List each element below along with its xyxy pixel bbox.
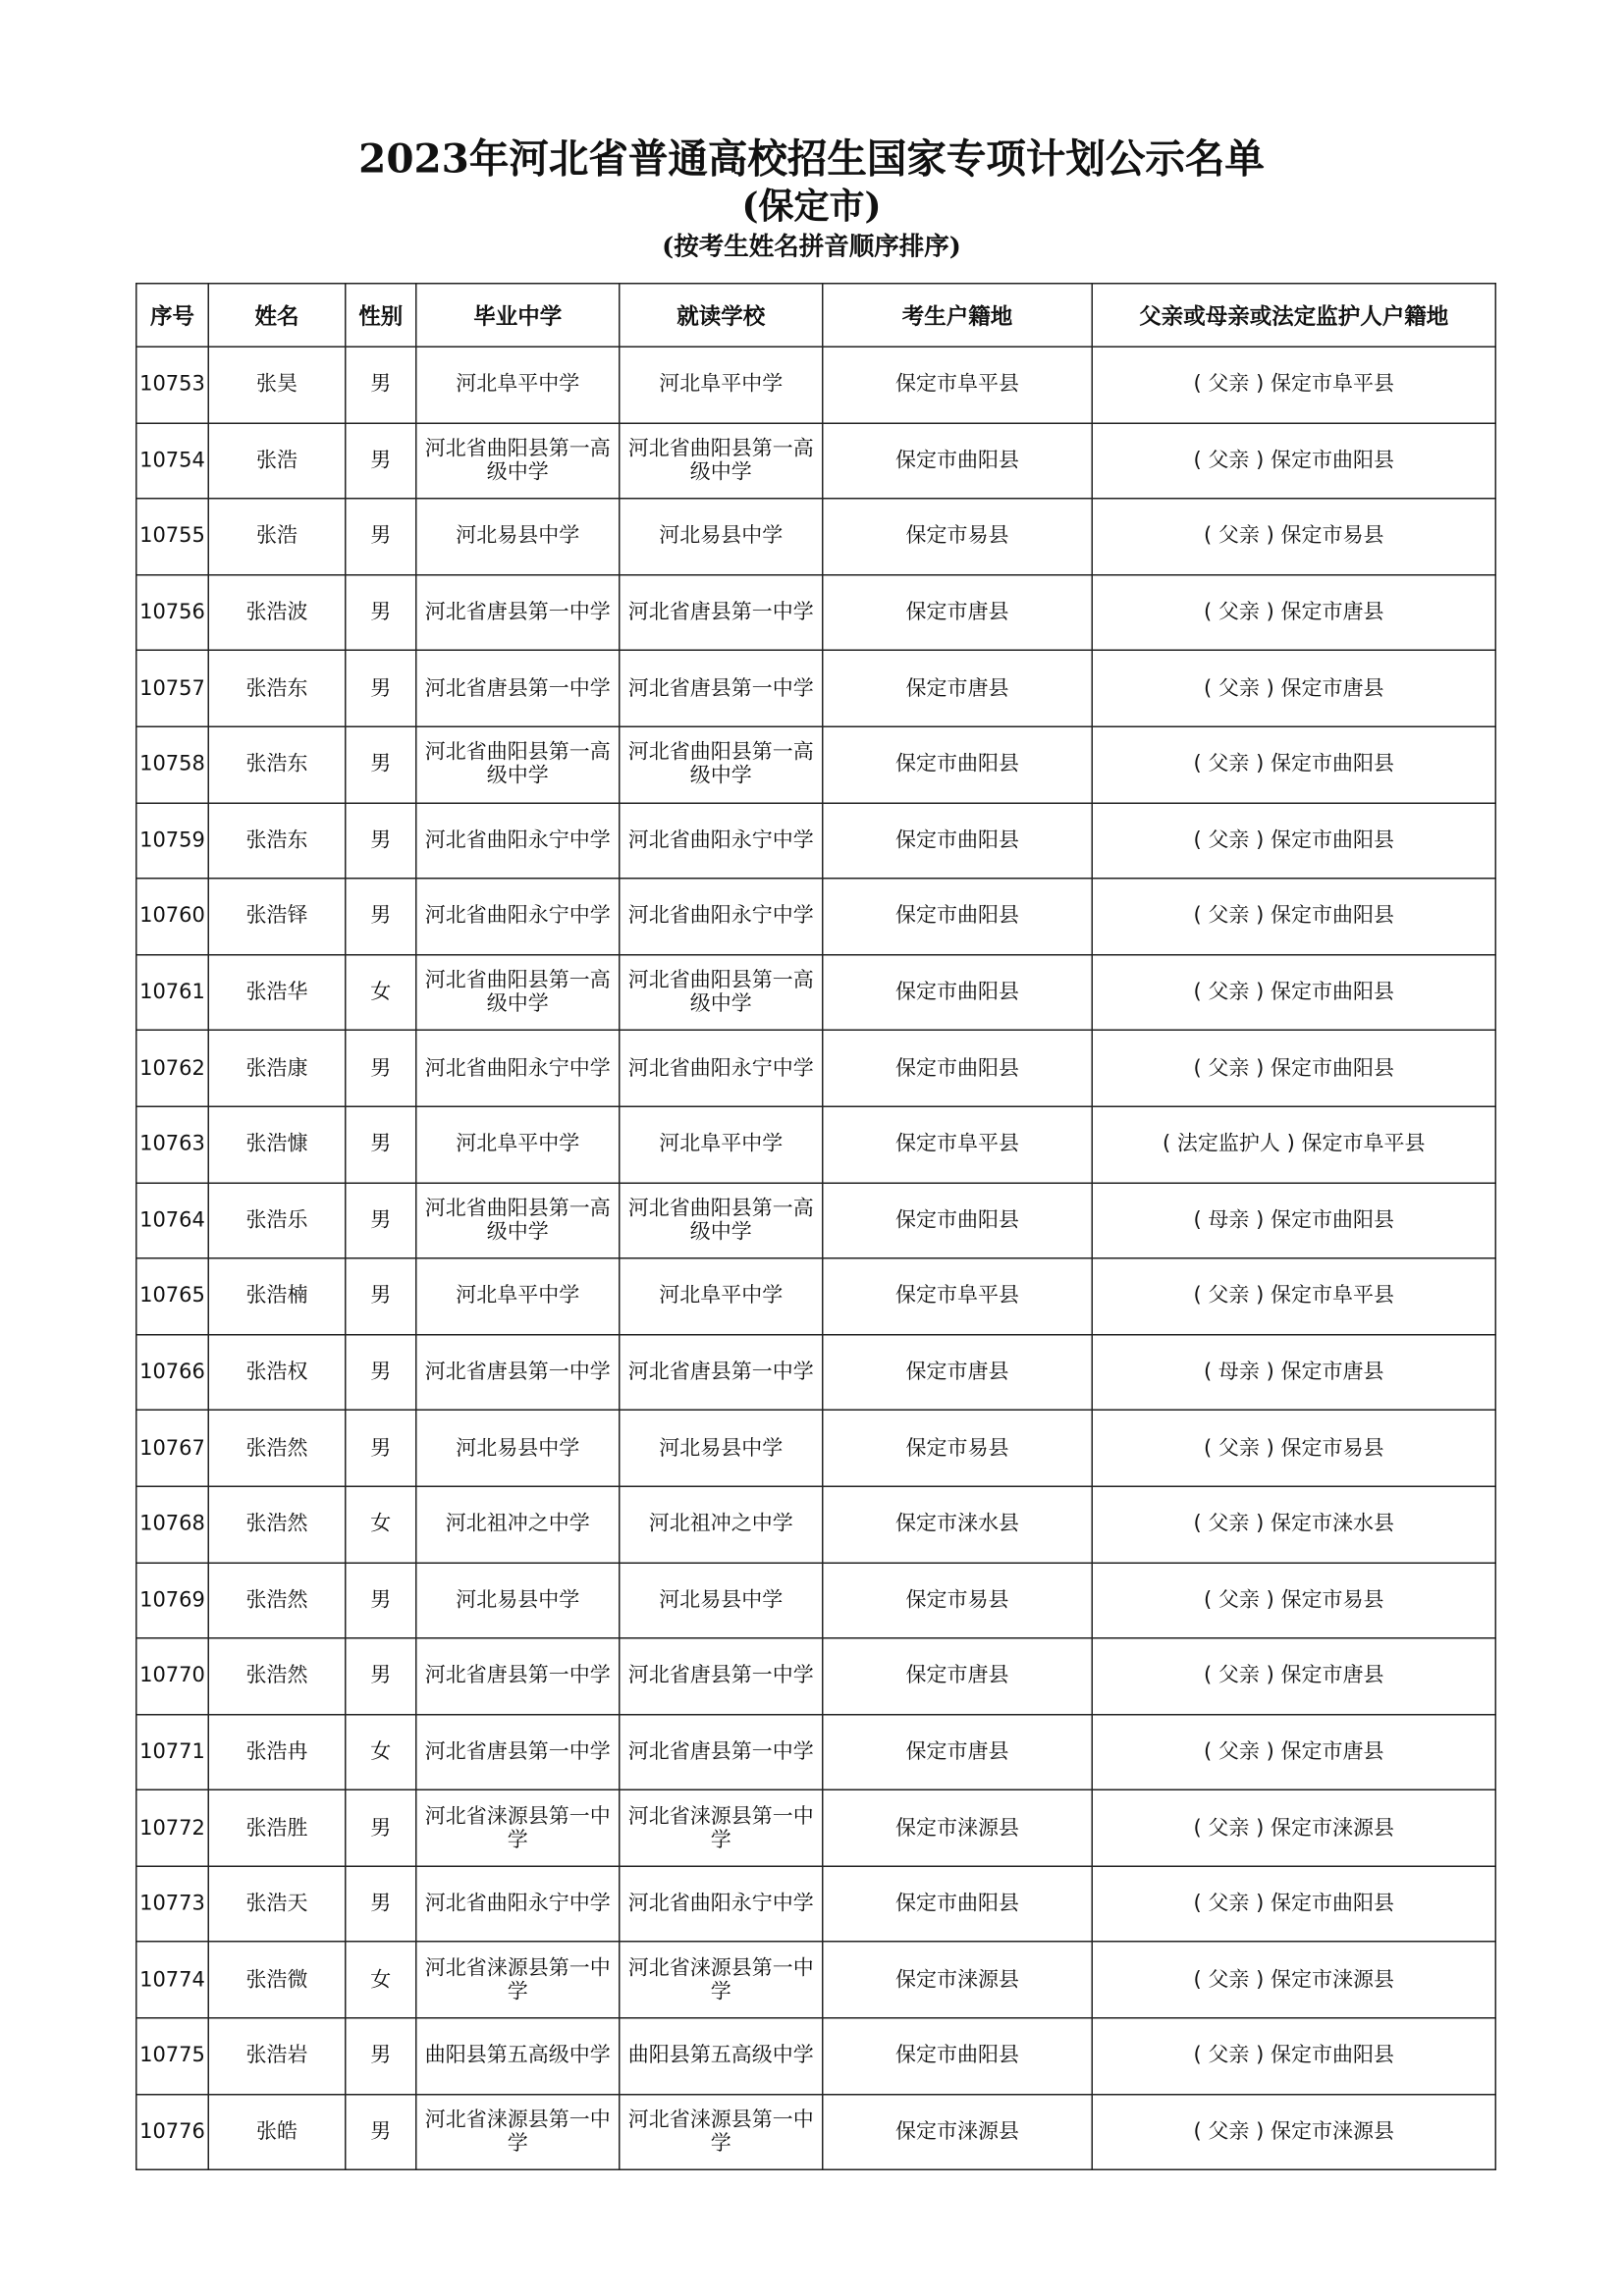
- serial-number-cell: 10754: [136, 423, 209, 499]
- current-school-cell: 河北省曲阳永宁中学: [620, 1866, 823, 1942]
- serial-number-cell: 10759: [136, 803, 209, 879]
- current-school-cell: 河北省唐县第一中学: [620, 1638, 823, 1714]
- examinee-residence-cell: 保定市唐县: [823, 1334, 1093, 1410]
- table-row: [136, 1714, 1496, 1789]
- table-row: [136, 651, 1496, 726]
- gender-cell: 女: [346, 1486, 416, 1562]
- guardian-residence-cell: ( 父亲 ) 保定市曲阳县: [1092, 879, 1495, 954]
- gender-cell: 男: [346, 2094, 416, 2169]
- examinee-residence-cell: 保定市易县: [823, 1563, 1093, 1638]
- name-cell: 张浩慷: [208, 1106, 346, 1182]
- guardian-residence-cell: ( 父亲 ) 保定市阜平县: [1092, 1258, 1495, 1334]
- guardian-residence-cell: ( 父亲 ) 保定市唐县: [1092, 1714, 1495, 1789]
- table-row: [136, 879, 1496, 954]
- serial-number-cell: 10761: [136, 954, 209, 1030]
- gender-cell: 男: [346, 1866, 416, 1942]
- header-guardian-residence: 父亲或母亲或法定监护人户籍地: [1092, 284, 1495, 347]
- serial-number-cell: 10765: [136, 1258, 209, 1334]
- table-row: [136, 1486, 1496, 1562]
- current-school-cell: 河北省唐县第一中学: [620, 1334, 823, 1410]
- table-row: [136, 1258, 1496, 1334]
- name-cell: 张皓: [208, 2094, 346, 2169]
- examinee-residence-cell: 保定市阜平县: [823, 1106, 1093, 1182]
- graduating-school-cell: 河北阜平中学: [416, 1106, 620, 1182]
- name-cell: 张浩权: [208, 1334, 346, 1410]
- current-school-cell: 河北易县中学: [620, 1411, 823, 1486]
- serial-number-cell: 10767: [136, 1411, 209, 1486]
- name-cell: 张浩: [208, 499, 346, 574]
- gender-cell: 男: [346, 1183, 416, 1258]
- header-current-school: 就读学校: [620, 284, 823, 347]
- document-subtitle: (保定市): [741, 184, 882, 227]
- graduating-school-cell: 河北省唐县第一中学: [416, 1714, 620, 1789]
- graduating-school-cell: 河北阜平中学: [416, 347, 620, 422]
- name-cell: 张浩东: [208, 803, 346, 879]
- gender-cell: 男: [346, 1638, 416, 1714]
- name-cell: 张浩然: [208, 1411, 346, 1486]
- examinee-residence-cell: 保定市曲阳县: [823, 726, 1093, 802]
- name-cell: 张浩铎: [208, 879, 346, 954]
- current-school-cell: 河北省曲阳县第一高级中学: [620, 423, 823, 499]
- current-school-cell: 河北阜平中学: [620, 347, 823, 422]
- graduating-school-cell: 河北省涞源县第一中学: [416, 1942, 620, 2017]
- serial-number-cell: 10756: [136, 574, 209, 650]
- current-school-cell: 河北省曲阳永宁中学: [620, 1031, 823, 1106]
- table-row: [136, 726, 1496, 802]
- name-cell: 张浩冉: [208, 1714, 346, 1789]
- graduating-school-cell: 河北省曲阳永宁中学: [416, 1866, 620, 1942]
- gender-cell: 男: [346, 879, 416, 954]
- gender-cell: 男: [346, 574, 416, 650]
- guardian-residence-cell: ( 父亲 ) 保定市曲阳县: [1092, 2018, 1495, 2094]
- table-row: [136, 1183, 1496, 1258]
- name-cell: 张浩康: [208, 1031, 346, 1106]
- serial-number-cell: 10774: [136, 1942, 209, 2017]
- table-row: [136, 499, 1496, 574]
- current-school-cell: 河北易县中学: [620, 499, 823, 574]
- guardian-residence-cell: ( 父亲 ) 保定市涞源县: [1092, 1942, 1495, 2017]
- table-row: [136, 1790, 1496, 1866]
- examinee-residence-cell: 保定市曲阳县: [823, 1183, 1093, 1258]
- guardian-residence-cell: ( 父亲 ) 保定市曲阳县: [1092, 954, 1495, 1030]
- table-row: [136, 1638, 1496, 1714]
- current-school-cell: 河北省涞源县第一中学: [620, 1942, 823, 2017]
- gender-cell: 女: [346, 1942, 416, 2017]
- name-cell: 张浩然: [208, 1638, 346, 1714]
- guardian-residence-cell: ( 法定监护人 ) 保定市阜平县: [1092, 1106, 1495, 1182]
- name-cell: 张浩然: [208, 1563, 346, 1638]
- current-school-cell: 河北省曲阳永宁中学: [620, 803, 823, 879]
- serial-number-cell: 10758: [136, 726, 209, 802]
- guardian-residence-cell: ( 父亲 ) 保定市曲阳县: [1092, 1031, 1495, 1106]
- graduating-school-cell: 河北易县中学: [416, 1411, 620, 1486]
- examinee-residence-cell: 保定市涞源县: [823, 2094, 1093, 2169]
- header-serial-number: 序号: [136, 284, 209, 347]
- graduating-school-cell: 曲阳县第五高级中学: [416, 2018, 620, 2094]
- graduating-school-cell: 河北省曲阳县第一高级中学: [416, 726, 620, 802]
- name-cell: 张浩然: [208, 1486, 346, 1562]
- gender-cell: 男: [346, 2018, 416, 2094]
- roster-table: [135, 283, 1496, 2170]
- graduating-school-cell: 河北省曲阳永宁中学: [416, 879, 620, 954]
- serial-number-cell: 10763: [136, 1106, 209, 1182]
- examinee-residence-cell: 保定市曲阳县: [823, 1866, 1093, 1942]
- guardian-residence-cell: ( 父亲 ) 保定市唐县: [1092, 651, 1495, 726]
- graduating-school-cell: 河北易县中学: [416, 499, 620, 574]
- document-title: 2023年河北省普通高校招生国家专项计划公示名单: [358, 136, 1265, 183]
- name-cell: 张浩岩: [208, 2018, 346, 2094]
- gender-cell: 男: [346, 651, 416, 726]
- serial-number-cell: 10768: [136, 1486, 209, 1562]
- graduating-school-cell: 河北省曲阳县第一高级中学: [416, 423, 620, 499]
- header-examinee-residence: 考生户籍地: [823, 284, 1093, 347]
- current-school-cell: 曲阳县第五高级中学: [620, 2018, 823, 2094]
- table-row: [136, 803, 1496, 879]
- graduating-school-cell: 河北省曲阳永宁中学: [416, 803, 620, 879]
- guardian-residence-cell: ( 父亲 ) 保定市唐县: [1092, 574, 1495, 650]
- examinee-residence-cell: 保定市曲阳县: [823, 2018, 1093, 2094]
- gender-cell: 男: [346, 1258, 416, 1334]
- name-cell: 张浩微: [208, 1942, 346, 2017]
- graduating-school-cell: 河北省唐县第一中学: [416, 1334, 620, 1410]
- guardian-residence-cell: ( 父亲 ) 保定市涞源县: [1092, 1790, 1495, 1866]
- guardian-residence-cell: ( 父亲 ) 保定市唐县: [1092, 1638, 1495, 1714]
- graduating-school-cell: 河北省曲阳县第一高级中学: [416, 954, 620, 1030]
- examinee-residence-cell: 保定市唐县: [823, 651, 1093, 726]
- guardian-residence-cell: ( 父亲 ) 保定市易县: [1092, 1411, 1495, 1486]
- gender-cell: 女: [346, 1714, 416, 1789]
- gender-cell: 男: [346, 1106, 416, 1182]
- table-row: [136, 2018, 1496, 2094]
- graduating-school-cell: 河北省唐县第一中学: [416, 1638, 620, 1714]
- serial-number-cell: 10762: [136, 1031, 209, 1106]
- current-school-cell: 河北易县中学: [620, 1563, 823, 1638]
- guardian-residence-cell: ( 父亲 ) 保定市曲阳县: [1092, 726, 1495, 802]
- examinee-residence-cell: 保定市曲阳县: [823, 803, 1093, 879]
- guardian-residence-cell: ( 父亲 ) 保定市易县: [1092, 499, 1495, 574]
- serial-number-cell: 10766: [136, 1334, 209, 1410]
- examinee-residence-cell: 保定市易县: [823, 499, 1093, 574]
- table-body: [136, 347, 1496, 2169]
- name-cell: 张浩胜: [208, 1790, 346, 1866]
- graduating-school-cell: 河北祖冲之中学: [416, 1486, 620, 1562]
- serial-number-cell: 10773: [136, 1866, 209, 1942]
- gender-cell: 男: [346, 423, 416, 499]
- name-cell: 张昊: [208, 347, 346, 422]
- table-row: [136, 423, 1496, 499]
- serial-number-cell: 10776: [136, 2094, 209, 2169]
- gender-cell: 女: [346, 954, 416, 1030]
- table-row: [136, 1942, 1496, 2017]
- current-school-cell: 河北省涞源县第一中学: [620, 2094, 823, 2169]
- table-row: [136, 1563, 1496, 1638]
- table-row: [136, 1106, 1496, 1182]
- gender-cell: 男: [346, 726, 416, 802]
- header-graduating-school: 毕业中学: [416, 284, 620, 347]
- examinee-residence-cell: 保定市曲阳县: [823, 1031, 1093, 1106]
- current-school-cell: 河北省曲阳永宁中学: [620, 879, 823, 954]
- examinee-residence-cell: 保定市涞源县: [823, 1942, 1093, 2017]
- graduating-school-cell: 河北阜平中学: [416, 1258, 620, 1334]
- serial-number-cell: 10760: [136, 879, 209, 954]
- header-gender: 性别: [346, 284, 416, 347]
- serial-number-cell: 10757: [136, 651, 209, 726]
- examinee-residence-cell: 保定市曲阳县: [823, 879, 1093, 954]
- gender-cell: 男: [346, 499, 416, 574]
- name-cell: 张浩东: [208, 726, 346, 802]
- examinee-residence-cell: 保定市曲阳县: [823, 954, 1093, 1030]
- current-school-cell: 河北省唐县第一中学: [620, 1714, 823, 1789]
- graduating-school-cell: 河北省唐县第一中学: [416, 574, 620, 650]
- graduating-school-cell: 河北省涞源县第一中学: [416, 2094, 620, 2169]
- header-name: 姓名: [208, 284, 346, 347]
- current-school-cell: 河北阜平中学: [620, 1106, 823, 1182]
- gender-cell: 男: [346, 1790, 416, 1866]
- gender-cell: 男: [346, 1334, 416, 1410]
- table-header-row: [136, 284, 1496, 347]
- current-school-cell: 河北省涞源县第一中学: [620, 1790, 823, 1866]
- guardian-residence-cell: ( 父亲 ) 保定市曲阳县: [1092, 423, 1495, 499]
- examinee-residence-cell: 保定市唐县: [823, 1638, 1093, 1714]
- serial-number-cell: 10764: [136, 1183, 209, 1258]
- guardian-residence-cell: ( 父亲 ) 保定市易县: [1092, 1563, 1495, 1638]
- sort-note: (按考生姓名拼音顺序排序): [662, 233, 961, 262]
- graduating-school-cell: 河北省唐县第一中学: [416, 651, 620, 726]
- current-school-cell: 河北阜平中学: [620, 1258, 823, 1334]
- table-row: [136, 574, 1496, 650]
- name-cell: 张浩天: [208, 1866, 346, 1942]
- name-cell: 张浩东: [208, 651, 346, 726]
- current-school-cell: 河北祖冲之中学: [620, 1486, 823, 1562]
- serial-number-cell: 10772: [136, 1790, 209, 1866]
- examinee-residence-cell: 保定市阜平县: [823, 1258, 1093, 1334]
- guardian-residence-cell: ( 父亲 ) 保定市涞源县: [1092, 2094, 1495, 2169]
- guardian-residence-cell: ( 父亲 ) 保定市阜平县: [1092, 347, 1495, 422]
- current-school-cell: 河北省曲阳县第一高级中学: [620, 726, 823, 802]
- current-school-cell: 河北省唐县第一中学: [620, 651, 823, 726]
- gender-cell: 男: [346, 1031, 416, 1106]
- guardian-residence-cell: ( 母亲 ) 保定市曲阳县: [1092, 1183, 1495, 1258]
- graduating-school-cell: 河北省曲阳县第一高级中学: [416, 1183, 620, 1258]
- table-row: [136, 1866, 1496, 1942]
- gender-cell: 男: [346, 803, 416, 879]
- graduating-school-cell: 河北易县中学: [416, 1563, 620, 1638]
- table-row: [136, 347, 1496, 422]
- table-row: [136, 1334, 1496, 1410]
- table-row: [136, 1411, 1496, 1486]
- serial-number-cell: 10775: [136, 2018, 209, 2094]
- serial-number-cell: 10771: [136, 1714, 209, 1789]
- examinee-residence-cell: 保定市唐县: [823, 574, 1093, 650]
- name-cell: 张浩华: [208, 954, 346, 1030]
- name-cell: 张浩乐: [208, 1183, 346, 1258]
- table-row: [136, 2094, 1496, 2169]
- guardian-residence-cell: ( 父亲 ) 保定市曲阳县: [1092, 1866, 1495, 1942]
- examinee-residence-cell: 保定市涞源县: [823, 1790, 1093, 1866]
- examinee-residence-cell: 保定市曲阳县: [823, 423, 1093, 499]
- name-cell: 张浩波: [208, 574, 346, 650]
- gender-cell: 男: [346, 347, 416, 422]
- examinee-residence-cell: 保定市易县: [823, 1411, 1093, 1486]
- name-cell: 张浩楠: [208, 1258, 346, 1334]
- guardian-residence-cell: ( 父亲 ) 保定市曲阳县: [1092, 803, 1495, 879]
- name-cell: 张浩: [208, 423, 346, 499]
- guardian-residence-cell: ( 母亲 ) 保定市唐县: [1092, 1334, 1495, 1410]
- graduating-school-cell: 河北省曲阳永宁中学: [416, 1031, 620, 1106]
- serial-number-cell: 10770: [136, 1638, 209, 1714]
- examinee-residence-cell: 保定市阜平县: [823, 347, 1093, 422]
- examinee-residence-cell: 保定市涞水县: [823, 1486, 1093, 1562]
- serial-number-cell: 10755: [136, 499, 209, 574]
- table-row: [136, 1031, 1496, 1106]
- gender-cell: 男: [346, 1411, 416, 1486]
- table-row: [136, 954, 1496, 1030]
- current-school-cell: 河北省唐县第一中学: [620, 574, 823, 650]
- current-school-cell: 河北省曲阳县第一高级中学: [620, 1183, 823, 1258]
- serial-number-cell: 10753: [136, 347, 209, 422]
- serial-number-cell: 10769: [136, 1563, 209, 1638]
- guardian-residence-cell: ( 父亲 ) 保定市涞水县: [1092, 1486, 1495, 1562]
- graduating-school-cell: 河北省涞源县第一中学: [416, 1790, 620, 1866]
- examinee-residence-cell: 保定市唐县: [823, 1714, 1093, 1789]
- gender-cell: 男: [346, 1563, 416, 1638]
- current-school-cell: 河北省曲阳县第一高级中学: [620, 954, 823, 1030]
